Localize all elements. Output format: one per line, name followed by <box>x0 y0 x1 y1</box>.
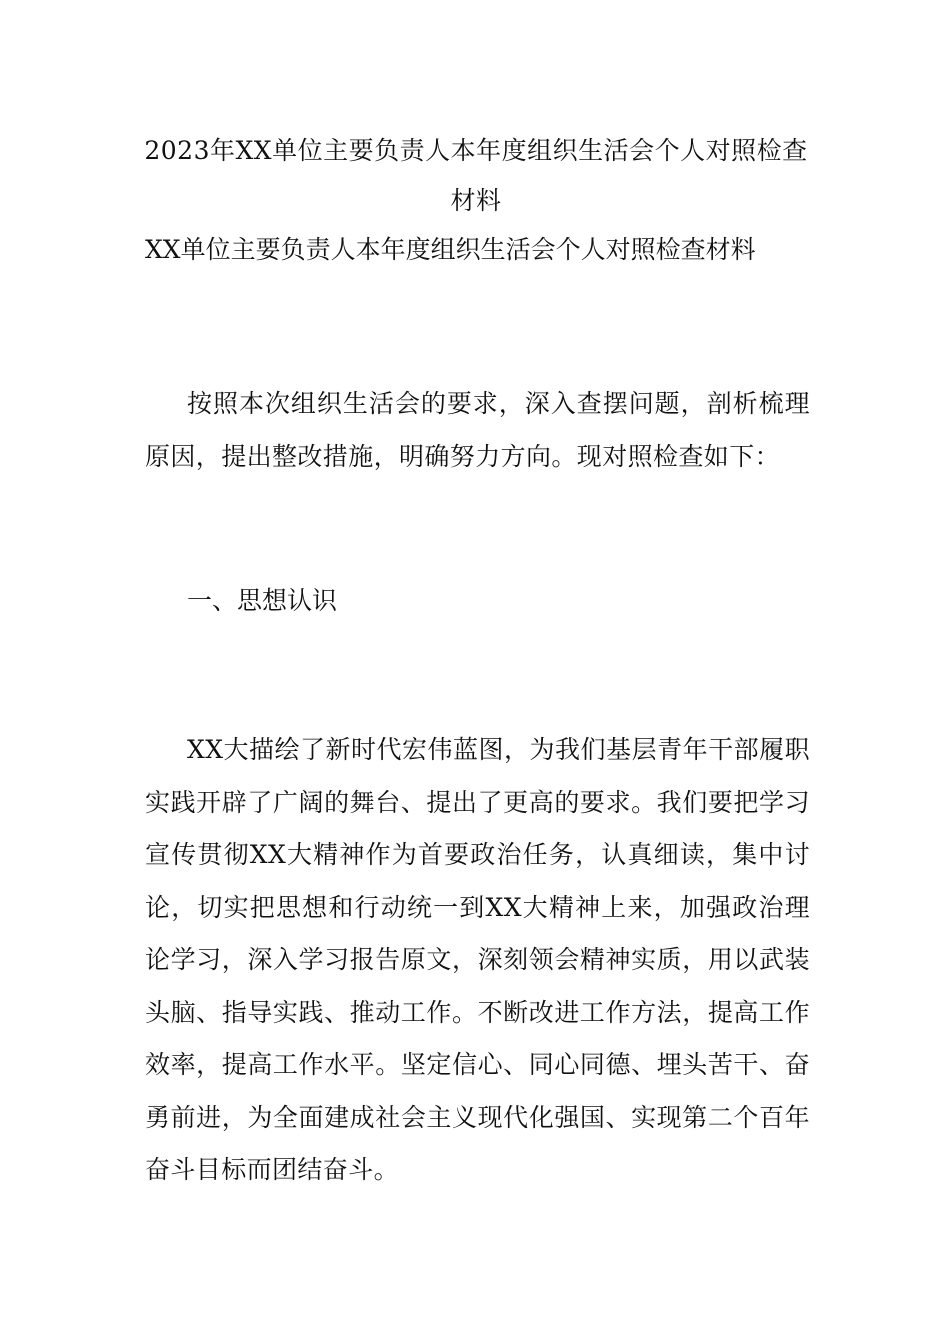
document-title: 2023年XX单位主要负责人本年度组织生活会个人对照检查材料 <box>144 136 808 215</box>
intro-paragraph: 按照本次组织生活会的要求，深入查摆问题，剖析梳理原因，提出整改措施，明确努力方向。现对照检查如下： <box>145 389 810 471</box>
section-heading-thought: 一、思想认识 <box>187 586 338 615</box>
section-body-thought: XX大描绘了新时代宏伟蓝图，为我们基层青年干部履职实践开辟了广阔的舞台、提出了更高的要求。我们要把学习宣传贯彻XX大精神作为首要政治任务，认真细读，集中讨论，切实把思想和行动统一到XX大精神上来，加强政治理论学习，深入学习报告原文，深刻领会精神实质，用以武装头脑、指导实践、推动工作。不断改进工作方法，提高工作效率，提高工作水平。坚定信心、同心同德、埋头苦干、奋勇前进，为全面建成社会主义现代化强国、实现第二个百年奋斗目标而团结奋斗。 <box>145 735 810 1184</box>
document-subtitle: XX单位主要负责人本年度组织生活会个人对照检查材料 <box>145 235 756 264</box>
